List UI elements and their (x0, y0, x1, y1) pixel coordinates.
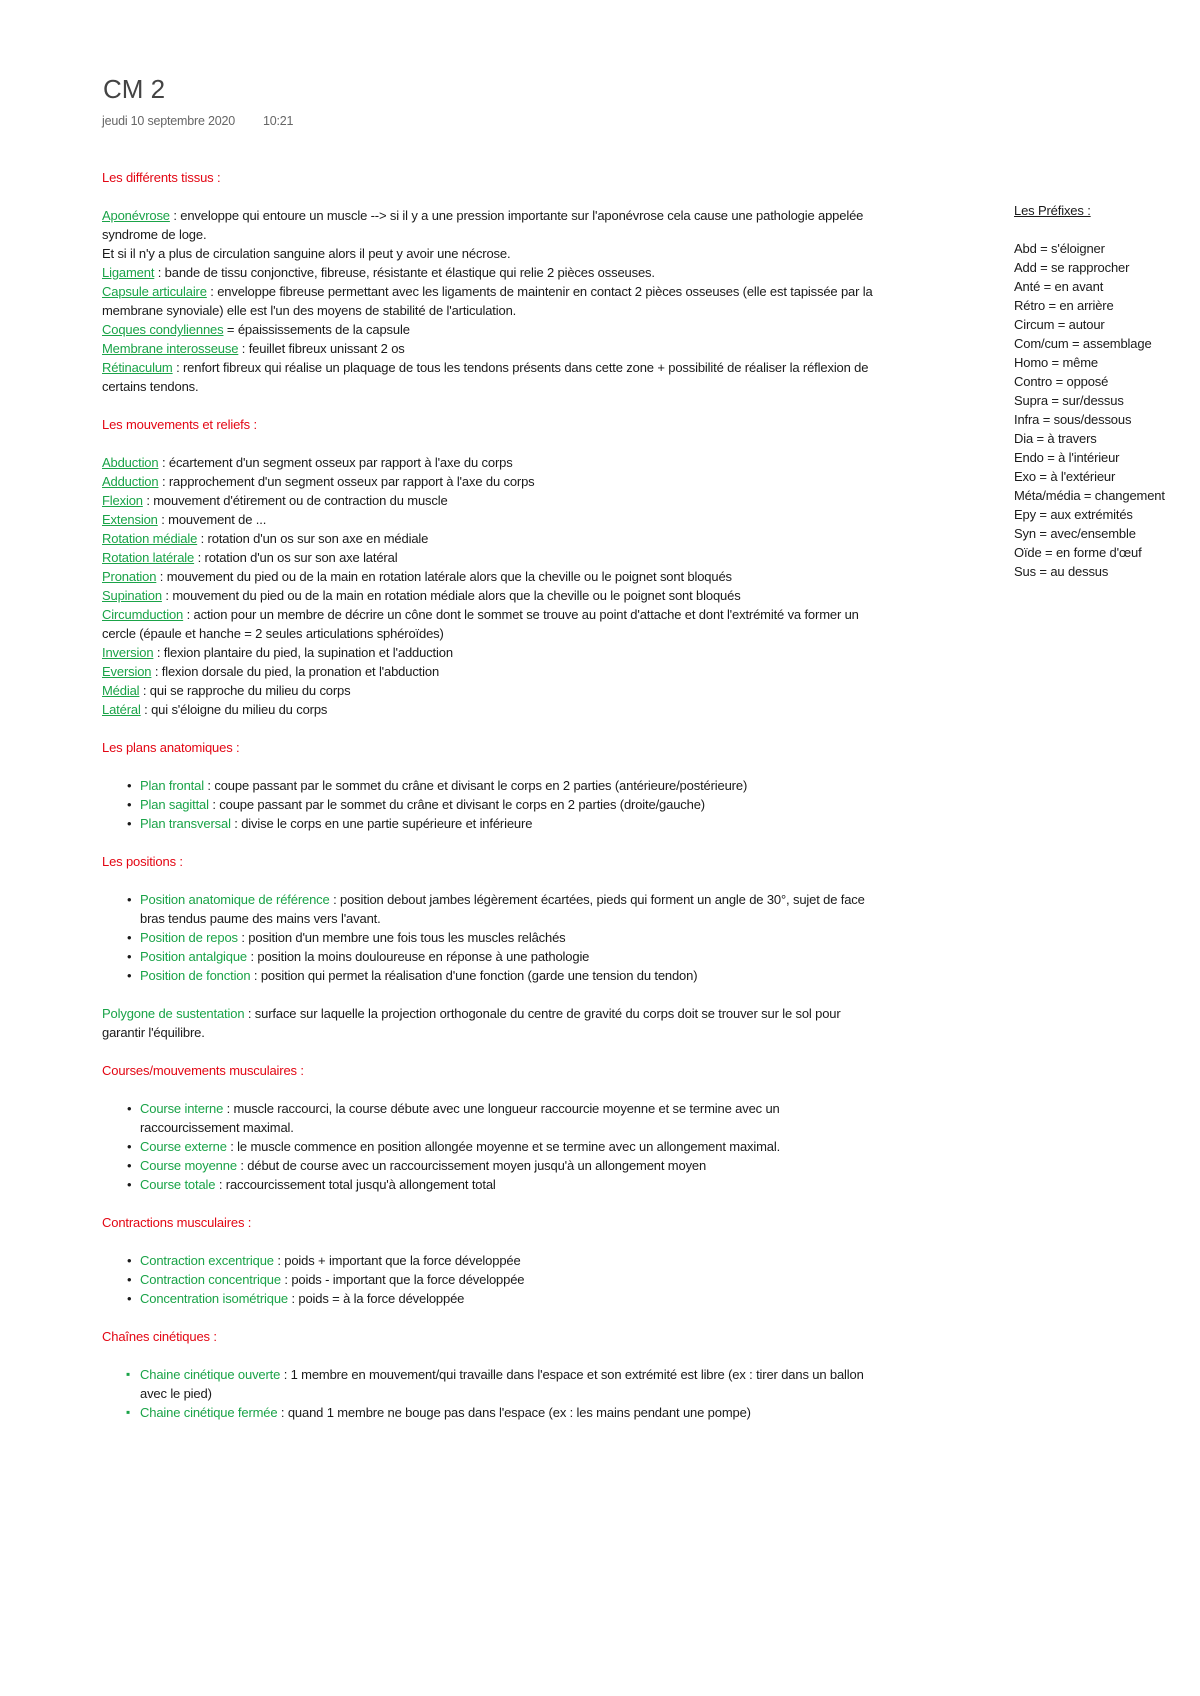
definition-text: : divise le corps en une partie supérieure et inférieure (230, 816, 533, 831)
list-item (140, 1289, 882, 1308)
date-line (102, 114, 293, 128)
definition-text: : bande de tissu conjonctive, fibreuse, résistante et élastique qui relie 2 pièces osseuses. (154, 265, 655, 280)
term-label: Plan sagittal (140, 797, 209, 812)
term-link: Aponévrose (102, 208, 170, 223)
list-item (140, 1251, 882, 1270)
prefix-item: Contro = opposé (1014, 374, 1109, 389)
definition-text: : début de course avec un raccourcissement moyen jusqu'à un allongement moyen (236, 1158, 707, 1173)
prefix-item: Abd = s'éloigner (1014, 241, 1105, 256)
definition-line (102, 282, 882, 320)
definition-line (102, 206, 882, 244)
definition-text: : mouvement du pied ou de la main en rotation latérale alors que la cheville ou le poignet sont bloqués (156, 569, 732, 584)
definition-line (102, 567, 882, 586)
term-link: Rotation latérale (102, 550, 195, 565)
definition-text: : rotation d'un os sur son axe en médiale (197, 531, 429, 546)
definition-text: : position la moins douloureuse en réponse à une pathologie (247, 949, 590, 964)
term-link: Coques condyliennes (102, 322, 224, 337)
definition-line (102, 339, 882, 358)
definition-text: : rapprochement d'un segment osseux par rapport à l'axe du corps (158, 474, 535, 489)
list-item (140, 1137, 882, 1156)
definition-text: : mouvement du pied ou de la main en rotation médiale alors que la cheville ou le poignet sont bloqués (161, 588, 741, 603)
term-label: Course moyenne (140, 1158, 237, 1173)
definition-text: : flexion plantaire du pied, la supination et l'adduction (153, 645, 453, 660)
prefix-item: Rétro = en arrière (1014, 298, 1114, 313)
definition-text: : enveloppe fibreuse permettant avec les ligaments de maintenir en contact 2 pièces osseuses (elle est tapissée par la membrane synoviale) elle est l'un des moyens de stabilité de l'articulation. (102, 284, 873, 318)
definition-line (102, 662, 882, 681)
list-item (140, 814, 882, 833)
definition-text: : surface sur laquelle la projection orthogonale du centre de gravité du corps doit se trouver sur le sol pour garantir l'équilibre. (102, 1006, 841, 1040)
definition-text: : 1 membre en mouvement/qui travaille dans l'espace et son extrémité est libre (ex : tirer dans un ballon avec le pied) (140, 1367, 864, 1401)
definition-text: : position d'un membre une fois tous les muscles relâchés (237, 930, 566, 945)
prefix-item: Homo = même (1014, 355, 1098, 370)
term-label: Position anatomique de référence (140, 892, 330, 907)
definition-text: : coupe passant par le sommet du crâne et divisant le corps en 2 parties (antérieure/postérieure) (203, 778, 748, 793)
definition-line (102, 586, 882, 605)
definition-text: = épaississements de la capsule (223, 322, 410, 337)
definition-text: : poids - important que la force développée (280, 1272, 525, 1287)
definition-line (102, 263, 882, 282)
prefix-item: Circum = autour (1014, 317, 1105, 332)
list-item (140, 928, 882, 947)
term-link: Capsule articulaire (102, 284, 207, 299)
term-link: Adduction (102, 474, 159, 489)
definition-text: : action pour un membre de décrire un cône dont le sommet se trouve au point d'attache et dont l'extrémité va former un cercle (épaule et hanche = 2 seules articulations sphéroïdes) (102, 607, 859, 641)
prefixes-panel (1014, 201, 1194, 581)
definition-text: : mouvement de ... (157, 512, 267, 527)
list-item (140, 1175, 882, 1194)
definition-line (102, 681, 882, 700)
definition-line (102, 358, 882, 396)
definition-line (102, 605, 882, 643)
term-link: Circumduction (102, 607, 184, 622)
prefixes-title: Les Préfixes : (1014, 203, 1091, 218)
prefix-item: Sus = au dessus (1014, 564, 1109, 579)
term-label: Course interne (140, 1101, 224, 1116)
definition-text: Et si il n'y a plus de circulation sanguine alors il peut y avoir une nécrose. (102, 246, 511, 261)
prefix-item: Epy = aux extrémités (1014, 507, 1133, 522)
term-link: Pronation (102, 569, 157, 584)
definition-text: : qui s'éloigne du milieu du corps (140, 702, 328, 717)
note-body (102, 168, 882, 1422)
section-heading-plans: Les plans anatomiques : (102, 740, 240, 755)
list-item (140, 1403, 882, 1422)
prefix-item: Méta/média = changement (1014, 488, 1165, 503)
list-item (140, 1270, 882, 1289)
term-link: Extension (102, 512, 158, 527)
section-heading-tissus: Les différents tissus : (102, 170, 221, 185)
definition-text: : position qui permet la réalisation d'une fonction (garde une tension du tendon) (250, 968, 698, 983)
term-label: Position de repos (140, 930, 238, 945)
page-title: CM 2 (103, 74, 166, 104)
prefix-item: Exo = à l'extérieur (1014, 469, 1116, 484)
definition-text: : poids = à la force développée (288, 1291, 465, 1306)
list-item (140, 776, 882, 795)
term-label: Course totale (140, 1177, 216, 1192)
mouvements-list (102, 453, 882, 719)
definition-line (102, 510, 882, 529)
list-item (140, 1099, 882, 1137)
section-heading-chaines: Chaînes cinétiques : (102, 1329, 217, 1344)
definition-line (102, 700, 882, 719)
term-link: Supination (102, 588, 162, 603)
term-label: Plan transversal (140, 816, 231, 831)
section-heading-courses: Courses/mouvements musculaires : (102, 1063, 304, 1078)
courses-list (102, 1099, 882, 1194)
definition-text: : quand 1 membre ne bouge pas dans l'espace (ex : les mains pendant une pompe) (277, 1405, 751, 1420)
list-item (140, 966, 882, 985)
definition-text: : muscle raccourci, la course débute avec une longueur raccourcie moyenne et se termine avec un raccourcissement maximal. (140, 1101, 780, 1135)
definition-text: : le muscle commence en position allongée moyenne et se termine avec un allongement maximal. (226, 1139, 781, 1154)
prefix-item: Supra = sur/dessus (1014, 393, 1124, 408)
term-label: Position de fonction (140, 968, 251, 983)
plans-list (102, 776, 882, 833)
prefix-item: Endo = à l'intérieur (1014, 450, 1120, 465)
term-link: Médial (102, 683, 140, 698)
term-link: Flexion (102, 493, 143, 508)
list-item (140, 890, 882, 928)
definition-line (102, 320, 882, 339)
definition-text: : rotation d'un os sur son axe latéral (194, 550, 398, 565)
list-item (140, 1365, 882, 1403)
note-date: jeudi 10 septembre 2020 (102, 114, 235, 128)
term-link: Latéral (102, 702, 141, 717)
term-link: Ligament (102, 265, 155, 280)
definition-line (102, 548, 882, 567)
definition-text: : raccourcissement total jusqu'à allongement total (215, 1177, 496, 1192)
list-item (140, 795, 882, 814)
term-label: Chaine cinétique ouverte (140, 1367, 281, 1382)
prefixes-list (1014, 239, 1194, 581)
term-label: Concentration isométrique (140, 1291, 288, 1306)
term-link: Rétinaculum (102, 360, 173, 375)
chaines-list (102, 1365, 882, 1422)
definition-line (102, 244, 882, 263)
term-link: Rotation médiale (102, 531, 198, 546)
definition-text: : position debout jambes légèrement écartées, pieds qui forment un angle de 30°, sujet de face bras tendus paume des mains vers l'avant. (140, 892, 865, 926)
term-link: Eversion (102, 664, 152, 679)
prefix-item: Oïde = en forme d'œuf (1014, 545, 1142, 560)
list-item (140, 947, 882, 966)
definition-text: : flexion dorsale du pied, la pronation et l'abduction (151, 664, 440, 679)
definition-text: : feuillet fibreux unissant 2 os (238, 341, 405, 356)
prefix-item: Dia = à travers (1014, 431, 1097, 446)
note-time: 10:21 (263, 114, 294, 128)
positions-list (102, 890, 882, 985)
contractions-list (102, 1251, 882, 1308)
term-label: Chaine cinétique fermée (140, 1405, 278, 1420)
definition-text: : qui se rapproche du milieu du corps (139, 683, 351, 698)
definition-text: : écartement d'un segment osseux par rapport à l'axe du corps (158, 455, 513, 470)
list-item (140, 1156, 882, 1175)
section-heading-contractions: Contractions musculaires : (102, 1215, 252, 1230)
term-label: Plan frontal (140, 778, 204, 793)
section-heading-mouvements: Les mouvements et reliefs : (102, 417, 257, 432)
prefix-item: Com/cum = assemblage (1014, 336, 1152, 351)
definition-text: : coupe passant par le sommet du crâne et divisant le corps en 2 parties (droite/gauche) (208, 797, 705, 812)
definition-text: : mouvement d'étirement ou de contraction du muscle (142, 493, 448, 508)
term-label: Contraction excentrique (140, 1253, 274, 1268)
term-label: Contraction concentrique (140, 1272, 281, 1287)
term-link: Membrane interosseuse (102, 341, 239, 356)
definition-line (102, 529, 882, 548)
term-link: Abduction (102, 455, 159, 470)
prefix-item: Anté = en avant (1014, 279, 1104, 294)
section-heading-positions: Les positions : (102, 854, 183, 869)
tissus-list (102, 206, 882, 396)
definition-line (102, 643, 882, 662)
definition-text: : renfort fibreux qui réalise un plaquage de tous les tendons présents dans cette zone + possibilité de réaliser la réflexion de certains tendons. (102, 360, 869, 394)
prefix-item: Infra = sous/dessous (1014, 412, 1132, 427)
definition-text: : enveloppe qui entoure un muscle --> si il y a une pression importante sur l'aponévrose cela cause une pathologie appelée syndrome de loge. (102, 208, 864, 242)
definition-line (102, 491, 882, 510)
term-label: Polygone de sustentation (102, 1006, 245, 1021)
term-label: Course externe (140, 1139, 227, 1154)
definition-text: : poids + important que la force développée (273, 1253, 521, 1268)
polygone-paragraph (102, 1004, 882, 1042)
prefix-item: Add = se rapprocher (1014, 260, 1130, 275)
definition-line (102, 472, 882, 491)
definition-line (102, 453, 882, 472)
term-label: Position antalgique (140, 949, 248, 964)
term-link: Inversion (102, 645, 154, 660)
prefix-item: Syn = avec/ensemble (1014, 526, 1136, 541)
